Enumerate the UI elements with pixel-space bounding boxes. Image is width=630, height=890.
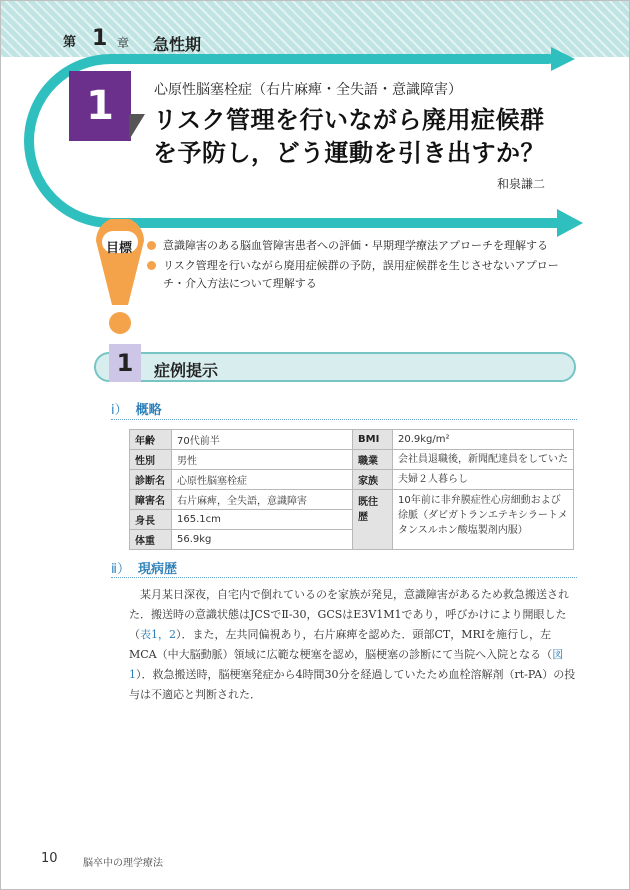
table-key: 性別: [130, 450, 172, 470]
table-key: BMI: [353, 430, 393, 450]
section-number: 1: [109, 344, 141, 382]
subsection-heading-overview: [111, 399, 162, 418]
table-row: [130, 470, 574, 490]
article-number-box: 1: [69, 71, 131, 141]
table-value: 10年前に非弁膜症性心房細動および徐脈（ダビガトランエテキシラートメタンスルホン酸塩製剤内服）: [393, 490, 574, 550]
article-subtitle: 心原性脳塞栓症（右片麻痺・全失語・意識障害）: [154, 82, 462, 98]
objectives-label: 目標: [105, 241, 132, 256]
table-key: 家族: [353, 470, 393, 490]
paragraph-text: 某月某日深夜，自宅内で倒れているのを家族が発見，意識障害があるため救急搬送された．搬送時の意識状態はJCSでⅡ-30，GCSはE3V1M1であり，呼びかけにより開眼した（: [129, 588, 569, 641]
bullet-icon: [147, 241, 156, 250]
paragraph-text: ）．また，左共同偏視あり，右片麻痺を認めた．頭部CT，MRIを施行し，左MCA（中大脳動脈）領域に広範な梗塞を認め，脳梗塞の診断にて当院へ入院となる（: [129, 628, 553, 661]
case-summary-table: [129, 429, 574, 550]
page-number: 10: [41, 851, 58, 866]
subsection-divider: [111, 577, 577, 578]
objective-text: リスク管理を行いながら廃用症候群の予防，誤用症候群を生じさせないアプローチ・介入方法について理解する: [163, 259, 559, 290]
objective-item: [147, 237, 567, 255]
table-value: 70代前半: [172, 430, 353, 450]
objectives-list: [147, 237, 567, 295]
paragraph-text: ）．救急搬送時，脳梗塞発症から4時間30分を経過していたため血栓溶解剤（rt-PA）の投与は不適応と判断された．: [129, 668, 576, 701]
section-title: 症例提示: [154, 361, 219, 380]
table-reference-link[interactable]: 表1，2: [140, 628, 176, 641]
subsection-divider: [111, 419, 577, 420]
bullet-icon: [147, 261, 156, 270]
table-key: 既往歴: [353, 490, 393, 550]
table-key: 身長: [130, 510, 172, 530]
table-key: 体重: [130, 530, 172, 550]
subsection-title: 現病歴: [137, 562, 177, 577]
table-value: 夫婦２人暮らし: [393, 470, 574, 490]
subsection-number: ⅰ）: [111, 403, 128, 418]
table-value: 165.1cm: [172, 510, 353, 530]
table-value: 男性: [172, 450, 353, 470]
table-row: [130, 450, 574, 470]
article-title-line-2: を予防し，どう運動を引き出すか？: [153, 139, 545, 167]
table-key: 職業: [353, 450, 393, 470]
table-value: 56.9kg: [172, 530, 353, 550]
table-value: 20.9kg/m²: [393, 430, 574, 450]
table-key: 診断名: [130, 470, 172, 490]
chapter-prefix: 第: [63, 35, 77, 50]
article-author: 和泉謙二: [497, 177, 546, 191]
table-row: [130, 490, 574, 510]
chapter-suffix: 章: [117, 36, 130, 50]
objective-item: [147, 257, 567, 293]
chapter-title: 急性期: [153, 35, 202, 54]
subsection-heading-history: [111, 558, 177, 577]
table-key: 年齢: [130, 430, 172, 450]
objective-text: 意識障害のある脳血管障害患者への評価・早期理学療法アプローチを理解する: [163, 239, 548, 252]
number-box-corner-icon: [129, 114, 145, 140]
table-key: 障害名: [130, 490, 172, 510]
table-value: 右片麻痺，全失語，意識障害: [172, 490, 353, 510]
present-illness-paragraph: [129, 585, 577, 705]
table-value: 心原性脳塞栓症: [172, 470, 353, 490]
book-title: 脳卒中の理学療法: [83, 858, 163, 869]
table-value: 会社員退職後，新聞配達員をしていた: [393, 450, 574, 470]
chapter-number: 1: [92, 26, 108, 51]
figure-reference-link[interactable]: 図1: [129, 648, 564, 681]
table-row: [130, 430, 574, 450]
article-title-line-1: リスク管理を行いながら廃用症候群: [153, 106, 545, 134]
subsection-number: ⅱ）: [111, 562, 130, 577]
subsection-title: 概略: [135, 403, 162, 418]
